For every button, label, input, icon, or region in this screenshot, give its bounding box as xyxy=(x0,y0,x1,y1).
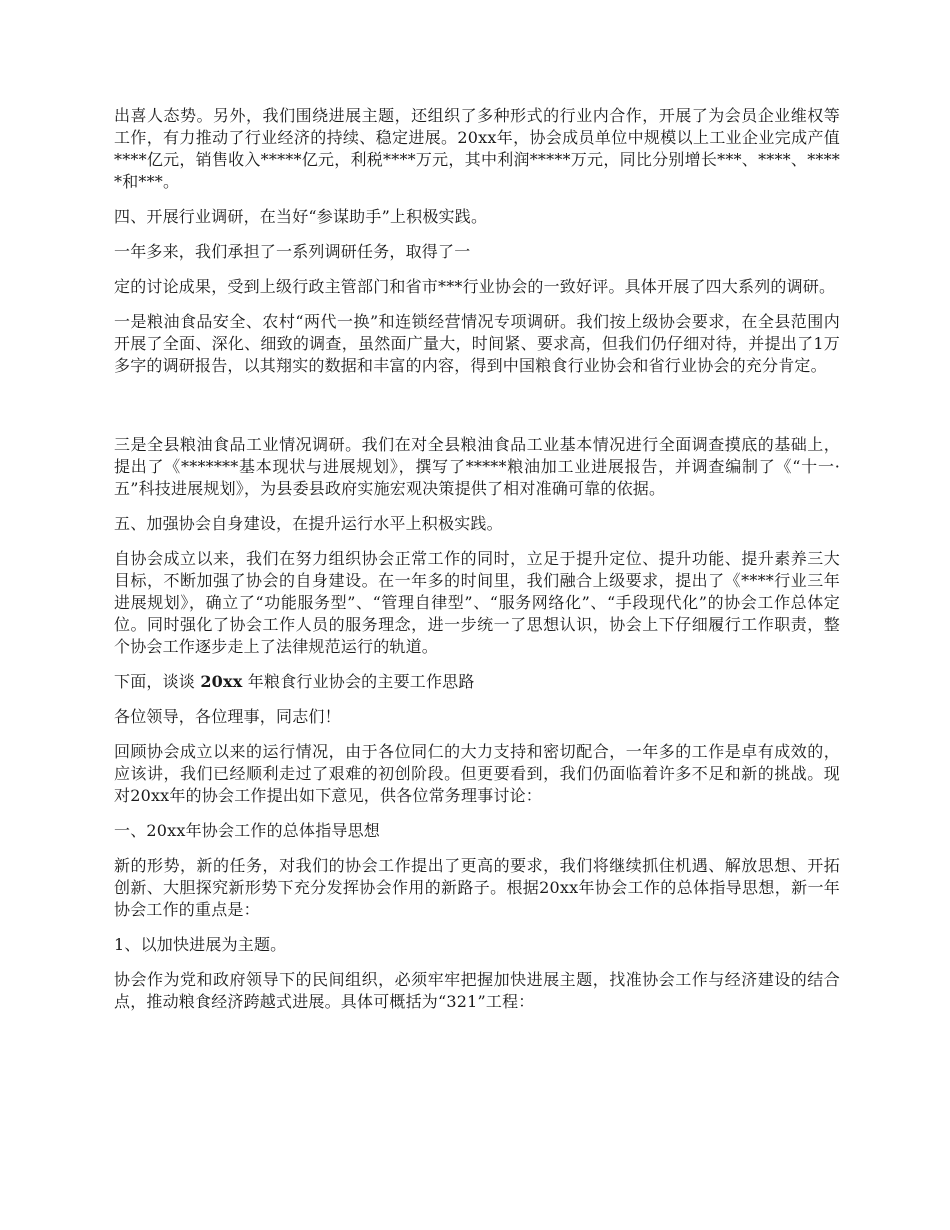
document-page xyxy=(114,105,840,1026)
subheading-1: 1、以加快进展为主题。 xyxy=(114,935,287,954)
paragraph-9: 协会作为党和政府领导下的民间组织，必须牢牢把握加快进展主题，找准协会工作与经济建设的结合点，推动粮食经济跨越式进展。具体可概括为“321”工程： xyxy=(114,970,840,1011)
intro-line xyxy=(114,671,840,693)
salutation: 各位领导，各位理事，同志们！ xyxy=(114,707,341,726)
section-heading-1: 一、20xx年协会工作的总体指导思想 xyxy=(114,821,381,840)
section-heading-5: 五、加强协会自身建设，在提升运行水平上积极实践。 xyxy=(114,514,503,533)
paragraph-8: 新的形势，新的任务，对我们的协会工作提出了更高的要求，我们将继续抓住机遇、解放思想、开拓创新、大胆探究新形势下充分发挥协会作用的新路子。根据20xx年协会工作的总体指导思想，新一年协会工作的重点是： xyxy=(114,856,840,919)
paragraph-4: 一是粮油食品安全、农村“两代一换”和连锁经营情况专项调研。我们按上级协会要求，在全县范围内开展了全面、深化、细致的调查，虽然面广量大，时间紧、要求高，但我们仍仔细对待，并提出了1万多字的调研报告，以其翔实的数据和丰富的内容，得到中国粮食行业协会和省行业协会的充分肯定。 xyxy=(114,312,840,375)
paragraph-5: 三是全县粮油食品工业情况调研。我们在对全县粮油食品工业基本情况进行全面调查摸底的基础上，提出了《*******基本现状与进展规划》，撰写了*****粮油加工业进展报告，并调查编制了《“十一·五”科技进展规划》，为县委县政府实施宏观决策提供了相对准确可靠的依据。 xyxy=(114,435,840,498)
blank-gap xyxy=(114,390,840,434)
intro-suffix: 年粮食行业协会的主要工作思路 xyxy=(247,672,475,691)
paragraph-6: 自协会成立以来，我们在努力组织协会正常工作的同时，立足于提升定位、提升功能、提升素养三大目标，不断加强了协会的自身建设。在一年多的时间里，我们融合上级要求，提出了《****行业三年进展规划》，确立了“功能服务型”、“管理自律型”、“服务网络化”、“手段现代化”的协会工作总体定位。同时强化了协会工作人员的服务理念，进一步统一了思想认识，协会上下仔细履行工作职责，整个协会工作逐步走上了法律规范运行的轨道。 xyxy=(114,549,840,656)
intro-prefix: 下面，谈谈 xyxy=(114,672,196,691)
section-heading-4: 四、开展行业调研，在当好“参谋助手”上积极实践。 xyxy=(114,207,488,226)
paragraph-1: 出喜人态势。另外，我们围绕进展主题，还组织了多种形式的行业内合作，开展了为会员企业维权等工作，有力推动了行业经济的持续、稳定进展。20xx年，协会成员单位中规模以上工业企业完成产值****亿元，销售收入*****亿元，利税****万元，其中利润*****万元，同比分别增长***、****、*****和***。 xyxy=(114,106,840,191)
paragraph-7: 回顾协会成立以来的运行情况，由于各位同仁的大力支持和密切配合，一年多的工作是卓有成效的，应该讲，我们已经顺利走过了艰难的初创阶段。但更要看到，我们仍面临着许多不足和新的挑战。现对20xx年的协会工作提出如下意见，供各位常务理事讨论： xyxy=(114,742,840,805)
paragraph-3: 定的讨论成果，受到上级行政主管部门和省市***行业协会的一致好评。具体开展了四大系列的调研。 xyxy=(114,277,836,296)
intro-year: 20xx xyxy=(200,672,243,691)
paragraph-2: 一年多来，我们承担了一系列调研任务，取得了一 xyxy=(114,242,471,261)
